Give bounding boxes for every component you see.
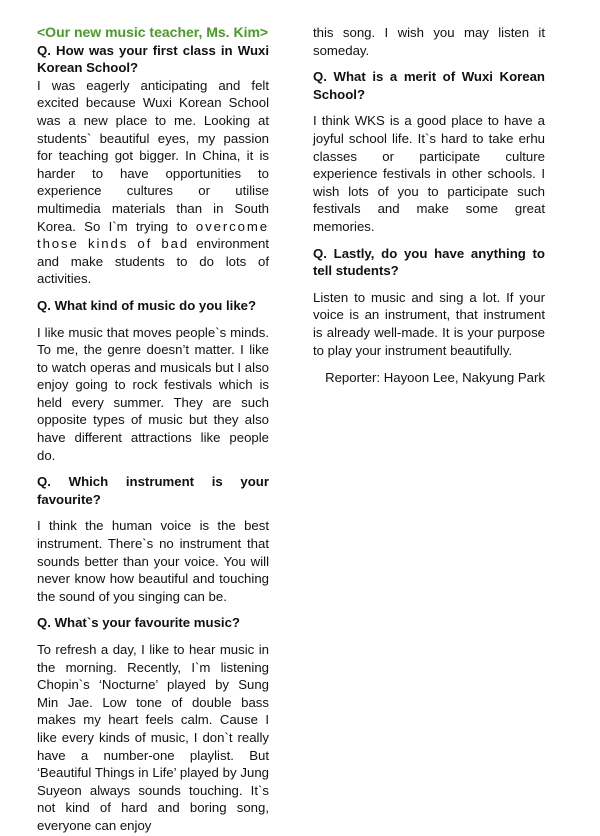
answer-4: To refresh a day, I like to hear music in the morning. Recently, I`m listening Chopin`s ‘Nocturne’ played by Sung Min Jae. Low tone of double bass makes my heart feels calm. Cause I like every kinds of music, I don`t really have a number-one playlist. But ‘Beautiful Things in Life’ played by Jung Suyeon always sounds touching. It`s not kind of hard and boring song, everyone can enjoy — [37, 642, 269, 833]
answer-1-part-1: I was eagerly anticipating and felt excited because Wuxi Korean School was a new place to me. Looking at students` beautiful eyes, my passion for teaching got bigger. In China, it is harder to have opportunities to experience cultures or utilise multimedia materials than in South Korea. So I`m trying to — [37, 77, 269, 234]
article-title: <Our new music teacher, Ms. Kim> — [37, 24, 269, 40]
left-column — [37, 24, 269, 835]
reporter-credit: Reporter: Hayoon Lee, Nakyung Park — [325, 370, 545, 386]
answer-6: Listen to music and sing a lot. If your voice is an instrument, that instrument is already well-made. It is your purpose to play your instrument beautifully. — [313, 289, 545, 358]
answer-4-continued: this song. I wish you may listen it someday. — [313, 25, 545, 58]
answer-1 — [37, 77, 269, 288]
right-column — [313, 24, 545, 387]
answer-3: I think the human voice is the best instrument. There`s no instrument that sounds better than your voice. You will never know how beautiful and touching the sound of you singing can be. — [37, 518, 269, 604]
answer-5: I think WKS is a good place to have a joyful school life. It`s hard to take erhu classes or participate culture experience festivals in other schools. I wish lots of you to participate such festivals and make some great memories. — [313, 113, 545, 234]
answer-1-part-2: overcome those kinds of bad — [37, 218, 269, 252]
question-1: Q. How was your first class in Wuxi Korean School? — [37, 42, 269, 76]
answer-2: I like music that moves people`s minds. To me, the genre doesn’t matter. I like to watch operas and musicals but I also enjoy going to rock festivals which is held every summer. They are such opposite types of music but they also have different attractions like people do. — [37, 324, 269, 463]
question-2: Q. What kind of music do you like? — [37, 297, 257, 313]
answer-1-part-3: environment and make students to do lots of activities. — [37, 236, 269, 287]
question-5: Q. What is a merit of Wuxi Korean School? — [313, 69, 545, 102]
question-3: Q. Which instrument is your favourite? — [37, 474, 269, 507]
question-4: Q. What`s your favourite music? — [37, 615, 240, 631]
question-6: Q. Lastly, do you have anything to tell students? — [313, 245, 545, 279]
